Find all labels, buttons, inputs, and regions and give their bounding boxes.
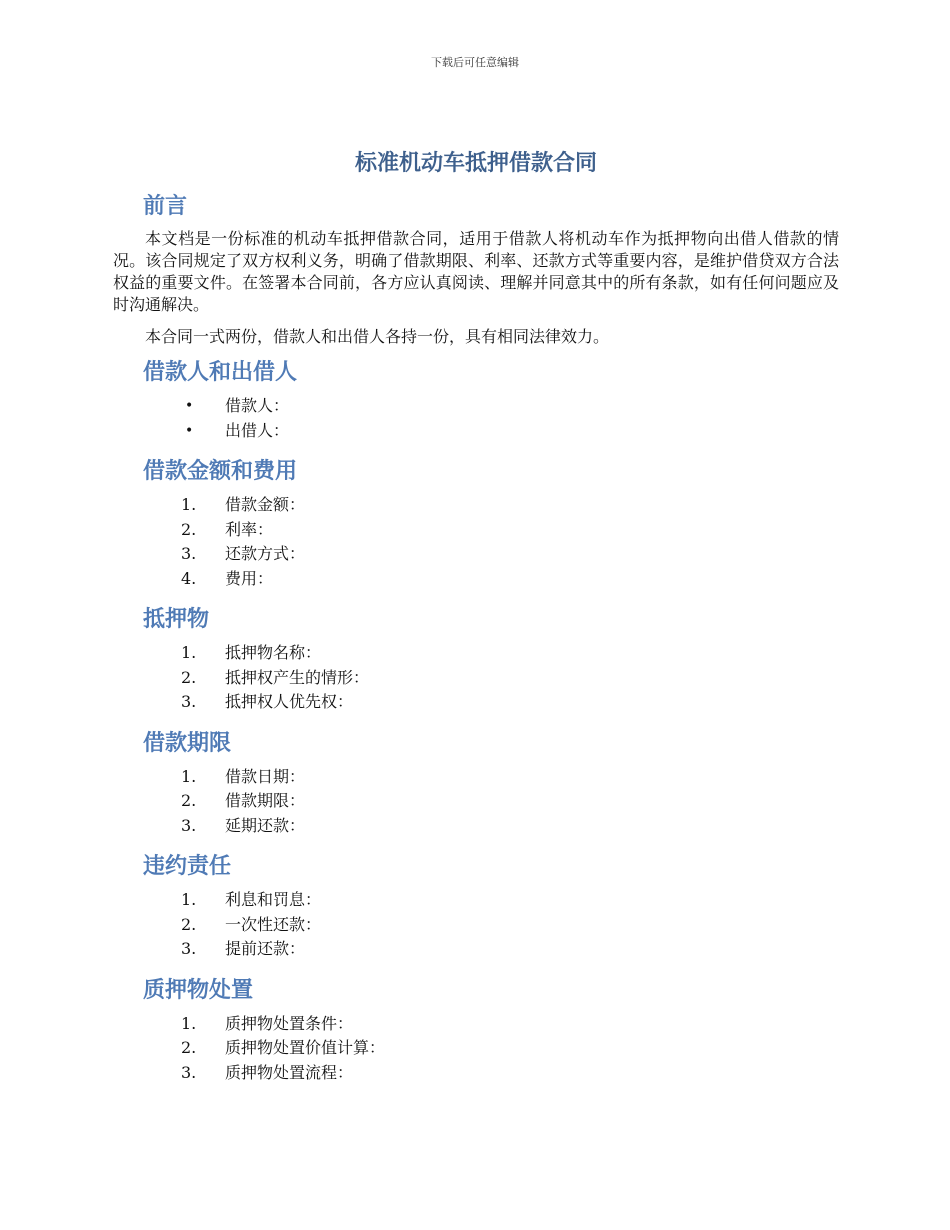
section-heading: 前言 (143, 194, 188, 219)
list-number: 1. (181, 495, 197, 514)
list-item-text: 借款人： (225, 396, 290, 415)
list-item-text: 质押物处置条件： (225, 1013, 354, 1033)
list-item (113, 641, 839, 666)
list-item-text: 抵押物名称： (225, 643, 322, 662)
list-item-text: 借款金额： (225, 495, 306, 514)
list-item-text: 利息和罚息： (225, 890, 322, 909)
section-heading: 借款期限 (143, 730, 232, 756)
list-item (113, 542, 839, 567)
section-heading: 质押物处置 (143, 977, 254, 1003)
list-item-text: 还款方式： (225, 544, 306, 563)
list-number: 3. (181, 692, 197, 711)
list-item (113, 690, 839, 715)
paragraph: 本文档是一份标准的机动车抵押借款合同，适用于借款人将机动车作为抵押物向出借人借款的情况。该合同规定了双方权利义务，明确了借款期限、利率、还款方式等重要内容，是维护借贷双方合法权益的重要文件。在签署本合同前，各方应认真阅读、理解并同意其中的所有条款，如有任何问题应及时沟通解决。 (113, 229, 839, 314)
numbered-list (113, 888, 839, 962)
list-item (113, 666, 839, 691)
header-note: 下载后可任意编辑 (431, 56, 519, 69)
paragraph: 本合同一式两份，借款人和出借人各持一份，具有相同法律效力。 (145, 327, 610, 346)
document-title: 标准机动车抵押借款合同 (354, 151, 597, 176)
numbered-list (113, 641, 839, 715)
section-heading: 借款金额和费用 (143, 459, 298, 484)
section-pledge-disposal (113, 976, 839, 1086)
list-item-text: 质押物处置价值计算： (225, 1038, 386, 1057)
list-item (113, 765, 839, 790)
list-number: 2. (181, 1038, 197, 1057)
list-item (113, 814, 839, 839)
list-item-text: 抵押权人优先权： (225, 692, 354, 711)
bullet-marker: • (185, 422, 194, 439)
list-item-text: 抵押权产生的情形： (225, 667, 370, 687)
section-loan-term (113, 729, 839, 839)
list-item (113, 394, 839, 419)
list-item-text: 借款期限： (225, 791, 306, 810)
list-number: 2. (181, 791, 197, 810)
list-number: 1. (181, 1013, 197, 1033)
list-item-text: 费用： (225, 568, 274, 588)
list-number: 1. (181, 643, 197, 662)
numbered-list (113, 1012, 839, 1086)
list-item-text: 质押物处置流程： (225, 1062, 354, 1082)
section-heading: 违约责任 (143, 854, 232, 879)
list-number: 3. (181, 544, 197, 563)
list-number: 3. (181, 1062, 197, 1082)
list-item-text: 借款日期： (225, 766, 306, 786)
list-item (113, 419, 839, 444)
list-item-text: 提前还款： (225, 939, 306, 958)
bullet-list (113, 394, 839, 443)
list-number: 3. (181, 939, 197, 958)
list-item (113, 1012, 839, 1037)
section-preface (113, 192, 839, 348)
list-number: 2. (181, 914, 197, 934)
list-number: 1. (181, 890, 197, 909)
list-number: 3. (181, 815, 197, 835)
numbered-list (113, 493, 839, 591)
numbered-list (113, 765, 839, 839)
list-item (113, 567, 839, 592)
list-item (113, 1036, 839, 1061)
list-item (113, 888, 839, 913)
section-collateral (113, 605, 839, 715)
section-loan-amount (113, 457, 839, 591)
list-item-text: 出借人： (225, 420, 290, 440)
list-item-text: 利率： (225, 519, 274, 539)
list-item (113, 518, 839, 543)
document-body (113, 146, 839, 1099)
list-number: 1. (181, 766, 197, 786)
list-number: 2. (181, 519, 197, 539)
list-number: 2. (181, 667, 197, 687)
bullet-marker: • (185, 398, 194, 414)
list-item (113, 493, 839, 518)
list-item (113, 913, 839, 938)
list-item (113, 937, 839, 962)
list-number: 4. (181, 568, 197, 588)
section-default-liability (113, 852, 839, 962)
list-item-text: 一次性还款： (225, 914, 322, 934)
list-item-text: 延期还款： (225, 815, 306, 835)
section-heading: 借款人和出借人 (143, 360, 298, 385)
list-item (113, 1061, 839, 1086)
list-item (113, 789, 839, 814)
section-parties (113, 358, 839, 443)
section-heading: 抵押物 (143, 607, 210, 632)
